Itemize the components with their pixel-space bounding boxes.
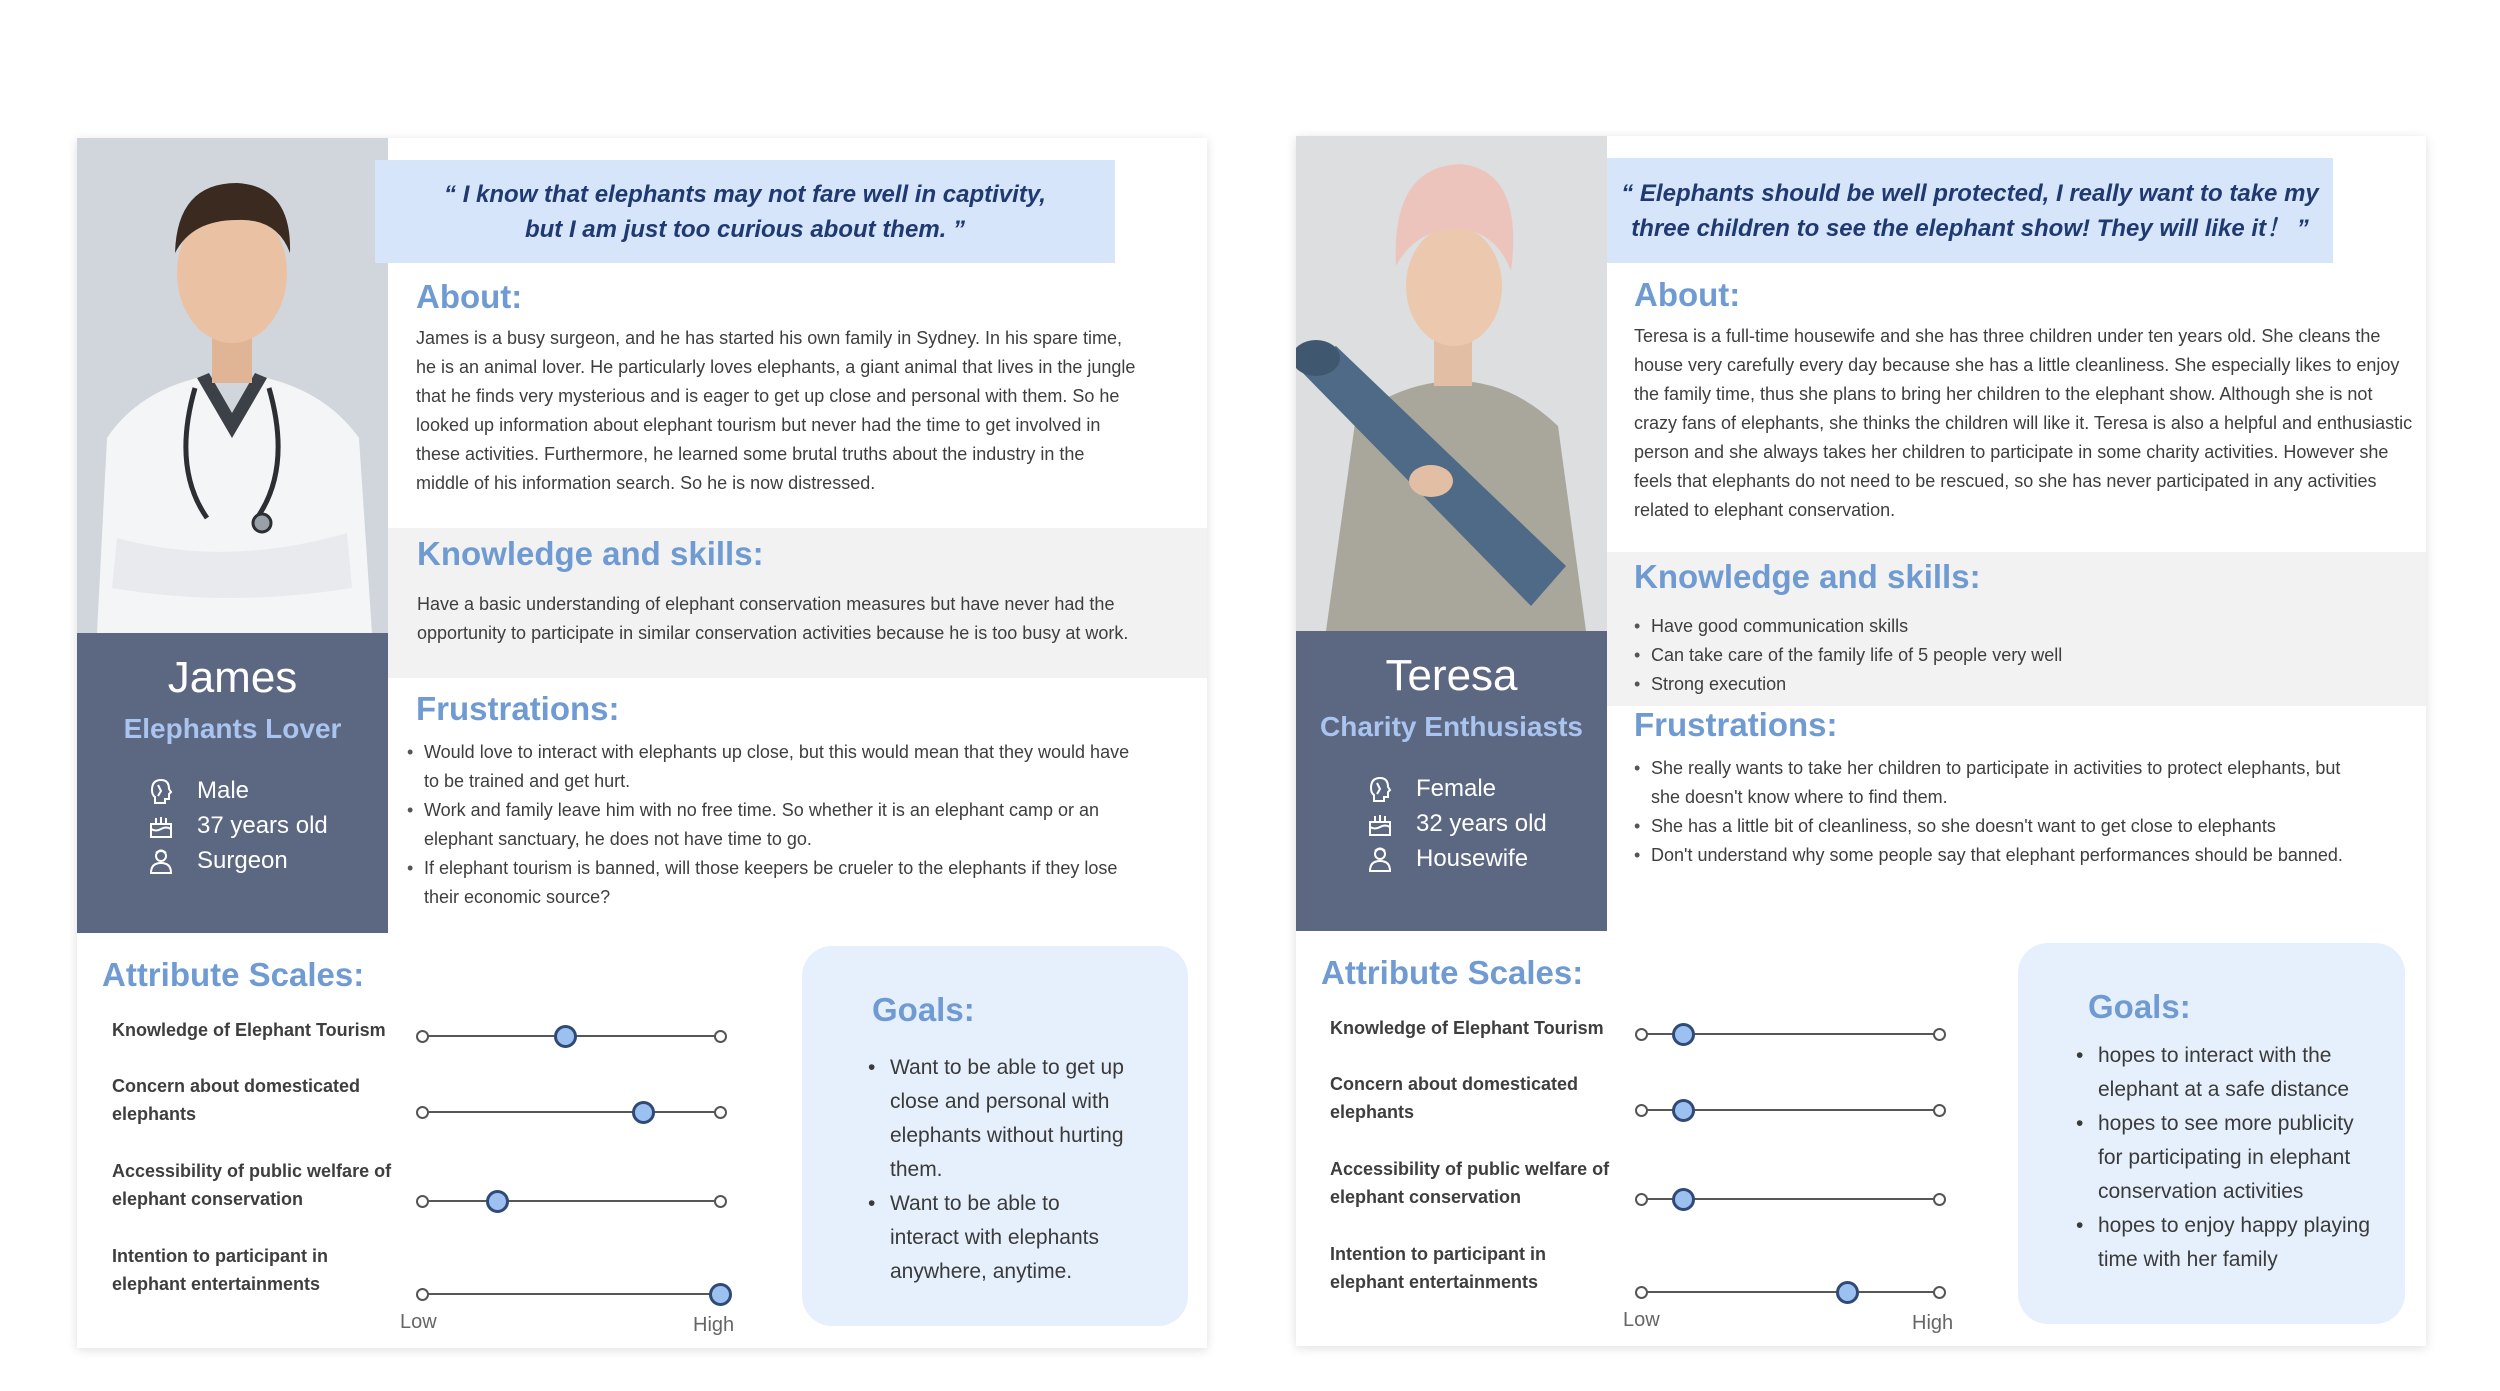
scale-track: [422, 1200, 720, 1202]
scale-label: Knowledge of Elephant Tourism: [1330, 1018, 1604, 1038]
goals-title: Goals:: [872, 991, 975, 1028]
scale-label: Concern about domesticated elephants: [112, 1076, 361, 1124]
frustration-item: • Don't understand why some people say that elephant performances should be banned.: [1634, 841, 2374, 870]
attribute-scales-title: Attribute Scales:: [1321, 954, 1584, 991]
attribute-scales-title: Attribute Scales:: [102, 956, 365, 993]
frustration-item: • If elephant tourism is banned, will those keepers be crueler to the elephants if they lose their economic source?: [407, 854, 1147, 912]
scale-endpoint: [416, 1030, 429, 1043]
scale-high-label: High: [1912, 1312, 1954, 1334]
knowledge-item: • Have good communication skills: [1634, 612, 2394, 641]
scale-endpoint: [416, 1106, 429, 1119]
scale-knob[interactable]: [1672, 1023, 1695, 1046]
fact-age: [1366, 806, 1547, 841]
frustrations-title: Frustrations:: [1634, 706, 1838, 743]
scale-low-label: Low: [1623, 1309, 1660, 1331]
persona-quote: “ I know that elephants may not fare well in captivity, but I am just too curious about them. ”: [375, 160, 1115, 263]
goals-panel: [2018, 943, 2405, 1324]
frustrations-list: [1634, 754, 2374, 870]
goals-list: [868, 1051, 1128, 1289]
persona-facts: [1366, 771, 1547, 876]
persona-role: Elephants Lover: [123, 713, 342, 744]
about-text: Teresa is a full-time housewife and she has three children under ten years old. She cleans the house very carefully every day because she has a little cleanliness. She especially likes to enjoy the family time, thus she plans to bring her children to the elephant show. Although she is not crazy fans of elephants, she thinks the children will like it. Teresa is also a helpful and enthusiastic person and she always takes her children to participate in some charity activities. However she feels that elephants do not need to be rescued, so she has never participated in any activities related to elephant conservation.: [1634, 326, 2413, 520]
persona-name: Teresa: [1385, 651, 1518, 700]
persona-id-panel: [1296, 631, 1607, 931]
age-text: 37 years old: [197, 811, 328, 839]
scale-endpoint: [1933, 1028, 1946, 1041]
persona-card-teresa: [1296, 136, 2426, 1346]
scale-endpoint: [1635, 1028, 1648, 1041]
frustrations-list: [407, 738, 1147, 912]
scale-endpoint: [1933, 1104, 1946, 1117]
knowledge-title: Knowledge and skills:: [1634, 558, 1981, 595]
scale-endpoint: [416, 1288, 429, 1301]
scale-track: [1641, 1291, 1939, 1293]
occupation-text: Surgeon: [197, 846, 288, 874]
scale-endpoint: [1933, 1286, 1946, 1299]
scale-knob[interactable]: [1672, 1188, 1695, 1211]
gender-head-icon: [147, 777, 175, 805]
scale-endpoint: [714, 1195, 727, 1208]
age-text: 32 years old: [1416, 809, 1547, 837]
scale-knob[interactable]: [709, 1283, 732, 1306]
about-text: James is a busy surgeon, and he has started his own family in Sydney. In his spare time, he is an animal lover. He particularly loves elephants, a giant animal that lives in the jungle that he finds very mysterious and is eager to get up close and personal with them. So he looked up information about elephant tourism but never had the time to get involved in these activities. Furthermore, he learned some brutal truths about the industry in the middle of his information search. So he is now distressed.: [416, 328, 1136, 493]
fact-age: [147, 808, 328, 843]
fact-gender: [147, 773, 328, 808]
scale-high-label: High: [693, 1314, 735, 1336]
goal-item: • Want to be able to interact with elephants anywhere, anytime.: [868, 1187, 1128, 1289]
scale-track: [422, 1293, 720, 1295]
scale-endpoint: [1635, 1104, 1648, 1117]
scale-knob[interactable]: [1672, 1099, 1695, 1122]
birthday-cake-icon: [1366, 810, 1394, 838]
gender-text: Female: [1416, 774, 1497, 802]
persona-quote: “ Elephants should be well protected, I really want to take my three children to see the elephant show! They will like it！ ”: [1607, 158, 2333, 263]
fact-occupation: [1366, 841, 1547, 876]
persona-photo: [1296, 136, 1607, 631]
about-title: About:: [416, 278, 523, 315]
goals-panel: [802, 946, 1188, 1326]
worker-icon: [147, 847, 175, 875]
about-title: About:: [1634, 276, 1741, 313]
knowledge-item: • Can take care of the family life of 5 people very well: [1634, 641, 2394, 670]
occupation-text: Housewife: [1416, 844, 1529, 872]
scale-endpoint: [416, 1195, 429, 1208]
scale-track: [422, 1111, 720, 1113]
scale-endpoint: [714, 1030, 727, 1043]
frustrations-title: Frustrations:: [416, 690, 620, 727]
scale-endpoint: [1635, 1193, 1648, 1206]
knowledge-list: [1634, 612, 2394, 699]
persona-card-james: [77, 138, 1207, 1348]
scale-label: Concern about domesticated elephants: [1330, 1074, 1579, 1122]
goal-item: • Want to be able to get up close and personal with elephants without hurting them.: [868, 1051, 1128, 1187]
scale-endpoint: [714, 1106, 727, 1119]
knowledge-item: • Strong execution: [1634, 670, 2394, 699]
goal-item: • hopes to see more publicity for participating in elephant conservation activities: [2076, 1107, 2376, 1209]
scale-knob[interactable]: [554, 1025, 577, 1048]
goals-list: [2076, 1039, 2376, 1277]
scale-low-label: Low: [400, 1311, 437, 1333]
goals-title: Goals:: [2088, 988, 2191, 1025]
frustration-item: • Would love to interact with elephants up close, but this would mean that they would have to be trained and get hurt.: [407, 738, 1147, 796]
scale-label: Intention to participant in elephant entertainments: [112, 1246, 328, 1294]
fact-gender: [1366, 771, 1547, 806]
frustration-item: • She has a little bit of cleanliness, so she doesn't want to get close to elephants: [1634, 812, 2374, 841]
persona-role: Charity Enthusiasts: [1320, 711, 1583, 742]
scale-label: Knowledge of Elephant Tourism: [112, 1020, 386, 1040]
scale-knob[interactable]: [1836, 1281, 1859, 1304]
persona-name: James: [167, 653, 298, 702]
frustration-item: • Work and family leave him with no free time. So whether it is an elephant camp or an elephant sanctuary, he does not have time to go.: [407, 796, 1147, 854]
persona-facts: [147, 773, 328, 878]
knowledge-title: Knowledge and skills:: [417, 535, 764, 572]
goal-item: • hopes to enjoy happy playing time with her family: [2076, 1209, 2376, 1277]
scale-label: Accessibility of public welfare of elephant conservation: [112, 1161, 392, 1209]
scale-label: Intention to participant in elephant entertainments: [1330, 1244, 1546, 1292]
scale-label: Accessibility of public welfare of elephant conservation: [1330, 1159, 1610, 1207]
scale-knob[interactable]: [486, 1190, 509, 1213]
gender-text: Male: [197, 776, 250, 804]
scale-endpoint: [1635, 1286, 1648, 1299]
scale-endpoint: [1933, 1193, 1946, 1206]
persona-id-panel: [77, 633, 388, 933]
goal-item: • hopes to interact with the elephant at a safe distance: [2076, 1039, 2376, 1107]
gender-head-icon: [1366, 775, 1394, 803]
persona-photo: [77, 138, 388, 633]
frustration-item: • She really wants to take her children to participate in activities to protect elephants, but she doesn't know where to find them.: [1634, 754, 2374, 812]
fact-occupation: [147, 843, 328, 878]
scale-knob[interactable]: [632, 1101, 655, 1124]
knowledge-text: Have a basic understanding of elephant conservation measures but have never had the opportunity to participate in similar conservation activities because he is too busy at work.: [417, 594, 1129, 643]
birthday-cake-icon: [147, 812, 175, 840]
worker-icon: [1366, 845, 1394, 873]
